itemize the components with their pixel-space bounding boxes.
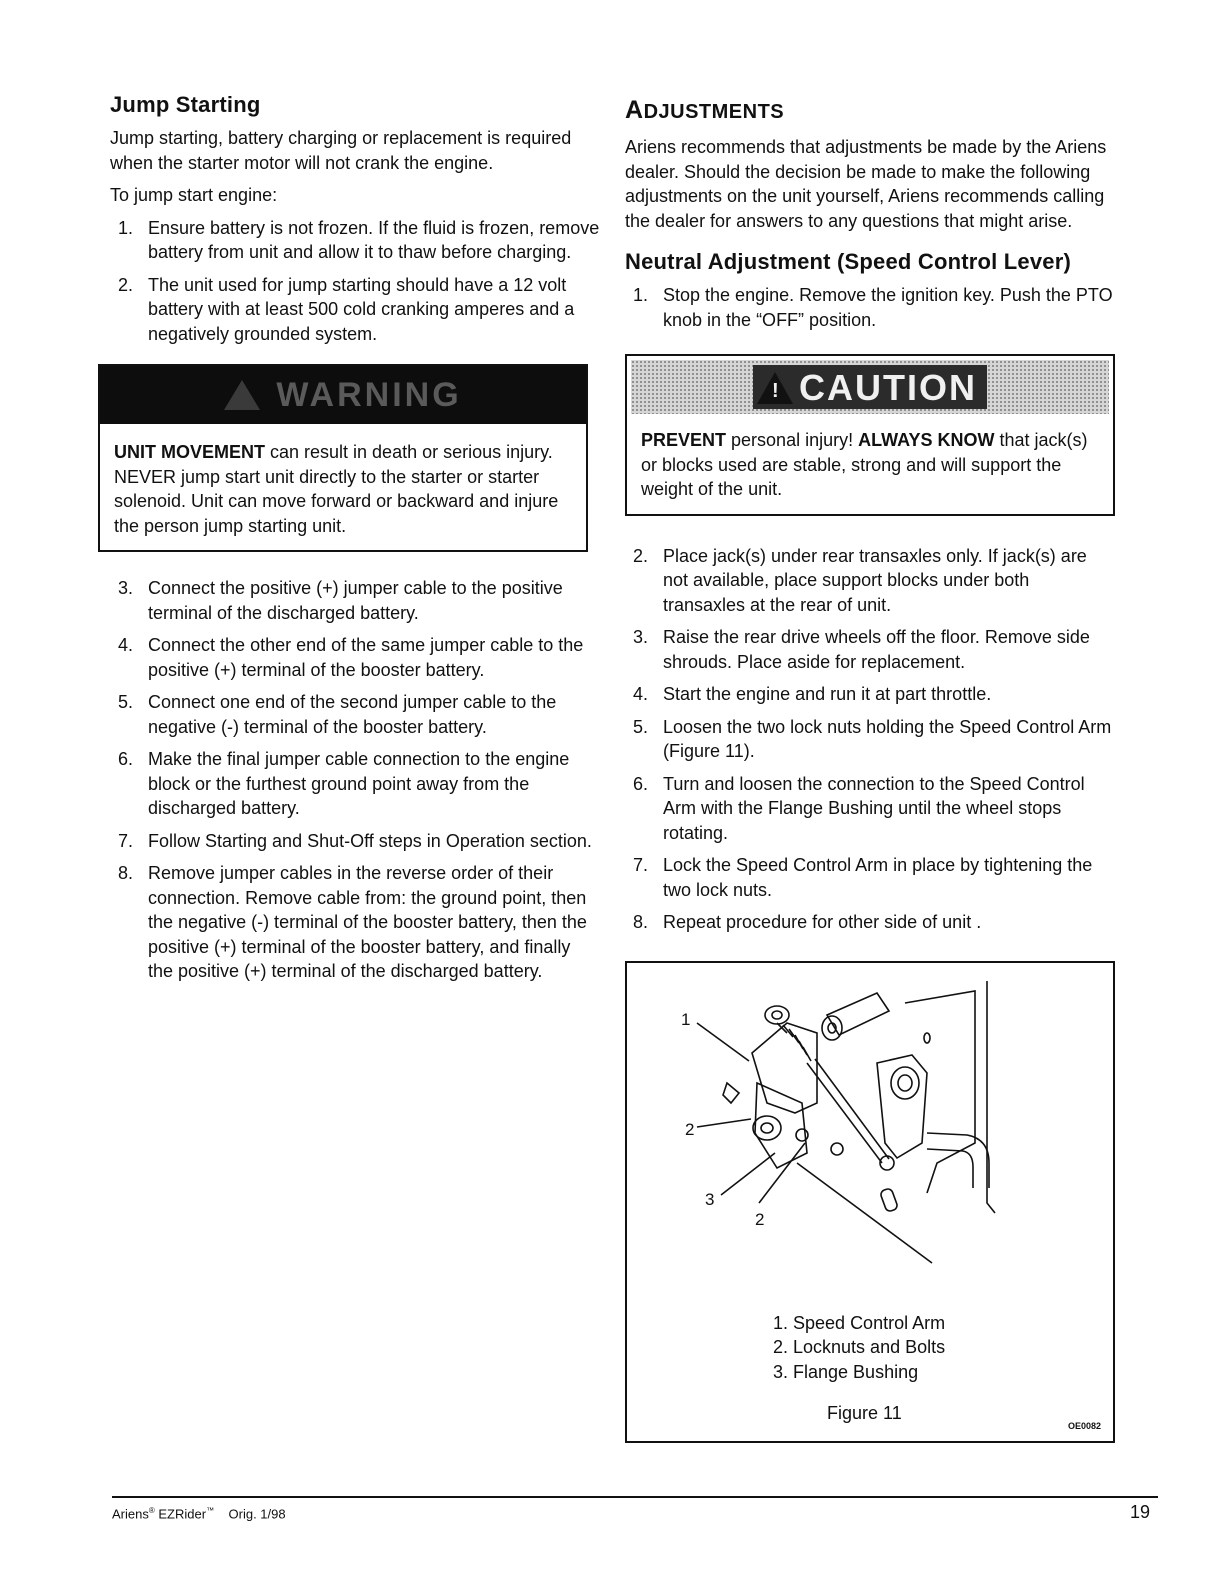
caution-text: PREVENT personal injury! ALWAYS KNOW that jack(s) or blocks used are stable, strong and will support the weight of the unit. [641, 430, 1088, 499]
warning-label: WARNING [276, 375, 462, 414]
list-item: 4. Connect the other end of the same jumper cable to the positive (+) terminal of the booster battery. [118, 635, 584, 680]
caution-box [625, 354, 1115, 516]
jump-steps-list-a [110, 216, 600, 347]
adjustments-intro: Ariens recommends that adjustments be made by the Ariens dealer. Should the decision be made to make the following adjustments on the unit yourself, Ariens recommends calling the dealer for answers to any questions that might arise. [625, 137, 1107, 231]
caution-triangle-icon: ! [757, 372, 793, 404]
footer-orig: Orig. 1/98 [228, 1506, 286, 1522]
right-column [625, 92, 1115, 1443]
list-item: 8. Remove jumper cables in the reverse order of their connection. Remove cable from: the ground point, then the negative (-) terminal of the booster battery, then the positive (+) terminal of the booster battery, and finally the positive (+) terminal of the discharged battery. [118, 863, 587, 981]
warning-text: UNIT MOVEMENT can result in death or serious injury. NEVER jump start unit directly to the starter or starter solenoid. Unit can move forward or backward and injure the person jump starting unit. [114, 442, 559, 536]
list-item: 2. The unit used for jump starting should have a 12 volt battery with at least 500 cold cranking amperes and a negatively grounded system. [118, 274, 575, 344]
adjust-steps-list-a [625, 283, 1115, 332]
adjust-steps-list-b [625, 544, 1115, 935]
jump-steps-list-b [110, 576, 600, 984]
figure-code: OE0082 [1067, 1420, 1101, 1431]
list-item: 3. Raise the rear drive wheels off the floor. Remove side shrouds. Place aside for replacement. [633, 627, 1090, 672]
warning-triangle-icon [224, 380, 260, 410]
neutral-adjustment-heading: Neutral Adjustment (Speed Control Lever) [625, 249, 1072, 274]
list-item: 5. Loosen the two lock nuts holding the Speed Control Arm (Figure 11). [633, 716, 1112, 761]
warning-banner [100, 366, 586, 424]
list-item: 1. Ensure battery is not frozen. If the fluid is frozen, remove battery from unit and allow it to thaw before charging. [118, 217, 600, 262]
footer-product: Ariens® EZRider™ Orig. 1/98 [112, 1506, 286, 1522]
callout-1: 1 [681, 1009, 691, 1029]
caution-banner [631, 360, 1109, 414]
list-item: 6. Turn and loosen the connection to the Speed Control Arm with the Flange Bushing until the wheel stops rotating. [633, 773, 1085, 843]
list-item: 8. Repeat procedure for other side of unit . [633, 912, 982, 932]
page-number: 19 [1130, 1502, 1151, 1522]
callout-3: 3 [705, 1189, 715, 1209]
callout-2-left: 2 [685, 1119, 695, 1139]
list-item: 1. Stop the engine. Remove the ignition key. Push the PTO knob in the “OFF” position. [633, 285, 1113, 330]
list-item: 3. Connect the positive (+) jumper cable to the positive terminal of the discharged battery. [118, 578, 563, 623]
list-item: 7. Follow Starting and Shut-Off steps in Operation section. [118, 830, 592, 851]
list-item: 2. Place jack(s) under rear transaxles only. If jack(s) are not available, place support blocks under both transaxles at the rear of unit. [633, 545, 1087, 615]
legend-item: 2. Locknuts and Bolts [773, 1337, 946, 1357]
figure-legend [773, 1311, 945, 1385]
figure-caption: Figure 11 [827, 1402, 902, 1423]
figure-11-box [625, 961, 1115, 1443]
adjustments-title: ADJUSTMENTS [625, 96, 785, 124]
list-item: 5. Connect one end of the second jumper cable to the negative (-) terminal of the booster battery. [118, 692, 557, 737]
footer-divider [112, 1496, 1158, 1498]
left-column [110, 92, 600, 992]
list-item: 4. Start the engine and run it at part throttle. [633, 684, 992, 704]
warning-box [98, 364, 588, 552]
callout-2-lower: 2 [755, 1209, 765, 1229]
jump-starting-heading: Jump Starting [110, 92, 261, 117]
legend-item: 1. Speed Control Arm [773, 1312, 946, 1333]
jump-starting-intro: Jump starting, battery charging or replacement is required when the starter motor will not crank the engine. [110, 128, 572, 173]
jump-starting-lead: To jump start engine: [110, 185, 278, 205]
legend-item: 3. Flange Bushing [773, 1361, 919, 1382]
caution-label: CAUTION [799, 367, 977, 408]
list-item: 7. Lock the Speed Control Arm in place by tightening the two lock nuts. [633, 855, 1093, 900]
list-item: 6. Make the final jumper cable connection to the engine block or the furthest ground point away from the discharged battery. [118, 749, 570, 818]
